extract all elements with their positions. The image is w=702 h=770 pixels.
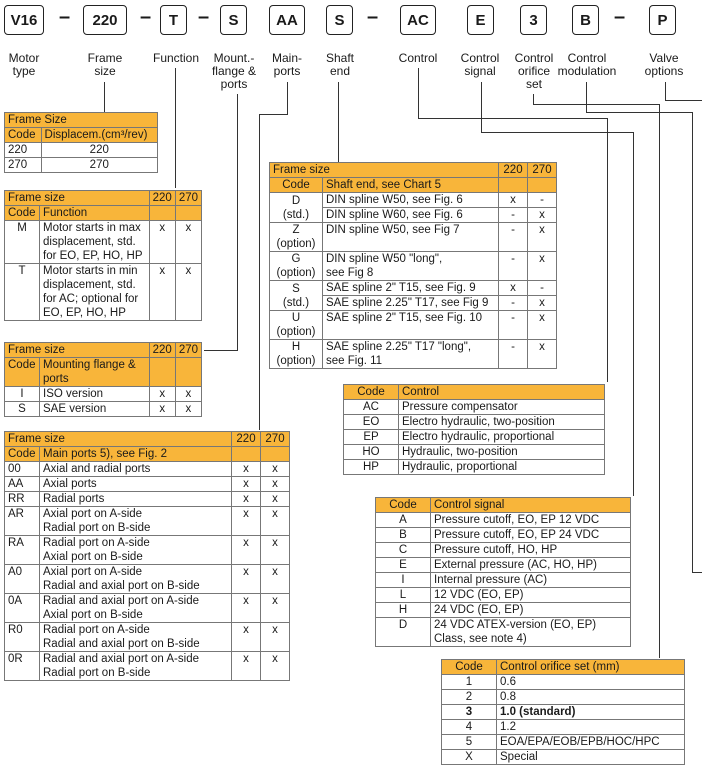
- table-row: [376, 588, 631, 603]
- cell-270: x: [261, 652, 290, 681]
- cell-220: x: [499, 193, 528, 208]
- connector-line: [533, 94, 534, 104]
- table-row: [5, 507, 290, 536]
- table-title: Frame size: [5, 191, 150, 206]
- connector-line: [692, 572, 702, 573]
- column-header-code: Code: [376, 498, 431, 513]
- table-row: [442, 675, 685, 690]
- table-row: [270, 193, 557, 208]
- column-header-220: 220: [499, 163, 528, 178]
- cell-code: RR: [5, 492, 40, 507]
- label-shaft-end: Shaft end: [325, 51, 355, 78]
- column-header-code: Code: [270, 178, 323, 193]
- cell-270: x: [261, 623, 290, 652]
- cell-code: E: [376, 558, 431, 573]
- table-row: [376, 573, 631, 588]
- cell-code: H: [376, 603, 431, 618]
- table-row: [5, 594, 290, 623]
- cell-code: AC: [344, 400, 399, 415]
- cell-code: T: [5, 264, 40, 321]
- table-row: [270, 281, 557, 296]
- cell-220: -: [499, 252, 528, 281]
- table-row: [270, 340, 557, 369]
- column-header-control-signal: Control signal: [431, 498, 631, 513]
- column-header-code: Code: [5, 447, 40, 462]
- connector-line: [665, 82, 666, 100]
- cell-text: SAE spline 2" T15, see Fig. 10: [323, 311, 499, 340]
- cell-text: Electro hydraulic, two-position: [399, 415, 605, 430]
- cell-text: Motor starts in max displacement, std. for EO, EP, HO, HP: [40, 221, 150, 264]
- connector-line: [586, 82, 587, 112]
- separator-dash: –: [614, 6, 626, 28]
- column-header-270: 270: [175, 343, 201, 358]
- cell-text: Radial and axial port on A-side Radial port on B-side: [40, 652, 232, 681]
- table-row: [270, 311, 557, 340]
- cell-text: 24 VDC (EO, EP): [431, 603, 631, 618]
- cell-text: Electro hydraulic, proportional: [399, 430, 605, 445]
- cell-code: C: [376, 543, 431, 558]
- cell-text: SAE spline 2" T15, see Fig. 9: [323, 281, 499, 296]
- cell-code: M: [5, 221, 40, 264]
- cell-270: x: [261, 594, 290, 623]
- separator-dash: –: [198, 6, 210, 28]
- cell-text: 1.2: [497, 720, 685, 735]
- mount-table: [4, 342, 202, 417]
- separator-dash: –: [59, 6, 71, 28]
- table-title: Frame size: [5, 432, 232, 447]
- table-row: [442, 720, 685, 735]
- table-row: [5, 158, 158, 173]
- cell-text: SAE spline 2.25" T17, see Fig 9: [323, 296, 499, 311]
- cell-text: 0.6: [497, 675, 685, 690]
- cell-270: x: [261, 507, 290, 536]
- cell-code: D (std.): [270, 193, 323, 223]
- connector-line: [104, 82, 105, 112]
- table-row: [270, 223, 557, 252]
- cell-text: Radial and axial port on A-side Axial port on B-side: [40, 594, 232, 623]
- cell-text: ISO version: [40, 387, 150, 402]
- cell-270: x: [528, 252, 557, 281]
- table-row: [376, 603, 631, 618]
- label-function: Function: [152, 51, 200, 65]
- cell-270: -: [528, 193, 557, 208]
- connector-line: [418, 68, 419, 118]
- shaft-end-table: [269, 162, 557, 369]
- cell-text: Internal pressure (AC): [431, 573, 631, 588]
- control-orifice-table: [441, 659, 685, 765]
- cell-text: Radial port on A-side Radial and axial port on B-side: [40, 623, 232, 652]
- cell-text: Axial ports: [40, 477, 232, 492]
- cell-code: S: [5, 402, 40, 417]
- cell-text: Pressure cutoff, EO, EP 24 VDC: [431, 528, 631, 543]
- frame-size-table: [4, 112, 158, 173]
- table-row: [344, 430, 605, 445]
- label-control: Control: [398, 51, 438, 65]
- cell-text: Hydraulic, two-position: [399, 445, 605, 460]
- cell-code: X: [442, 750, 497, 765]
- code-box-valve-options: P: [649, 5, 676, 35]
- cell-text: Special: [497, 750, 685, 765]
- cell-220: x: [232, 536, 261, 565]
- cell-code: G (option): [270, 252, 323, 281]
- table-row: [344, 445, 605, 460]
- table-title: Frame Size: [5, 113, 158, 128]
- connector-line: [237, 94, 238, 350]
- separator-dash: –: [367, 6, 379, 28]
- cell-220: x: [149, 264, 175, 321]
- cell-code: RA: [5, 536, 40, 565]
- cell-text: DIN spline W50 "long", see Fig 8: [323, 252, 499, 281]
- connector-line: [692, 112, 693, 572]
- function-table: [4, 190, 202, 321]
- table-row: [5, 623, 290, 652]
- cell-270: x: [175, 264, 201, 321]
- cell-270: x: [528, 296, 557, 311]
- cell-text: Radial port on A-side Axial port on B-side: [40, 536, 232, 565]
- column-header-270: 270: [261, 432, 290, 447]
- connector-line: [259, 114, 260, 430]
- column-header-220: 220: [149, 343, 175, 358]
- column-header-220: 220: [149, 191, 175, 206]
- cell-270: x: [261, 536, 290, 565]
- label-valve-options: Valve options: [644, 51, 684, 78]
- column-header-code: Code: [344, 385, 399, 400]
- label-control-signal: Control signal: [460, 51, 500, 78]
- cell-value: 220: [41, 143, 157, 158]
- control-table: [343, 384, 605, 475]
- table-row: [376, 618, 631, 647]
- cell-code: H (option): [270, 340, 323, 369]
- column-header-code: Code: [5, 206, 40, 221]
- label-control-modulation: Control modulation: [557, 51, 617, 78]
- code-box-motor-type: V16: [4, 5, 44, 35]
- table-row: [5, 387, 202, 402]
- cell-220: x: [232, 623, 261, 652]
- cell-270: x: [528, 311, 557, 340]
- table-row: [344, 460, 605, 475]
- cell-220: x: [232, 565, 261, 594]
- cell-text: Axial and radial ports: [40, 462, 232, 477]
- table-row: [442, 705, 685, 720]
- cell-270: x: [175, 387, 201, 402]
- connector-line: [418, 118, 607, 119]
- table-row: [270, 252, 557, 281]
- cell-270: x: [261, 565, 290, 594]
- label-mount: Mount.- flange & ports: [211, 51, 257, 91]
- cell-220: x: [232, 492, 261, 507]
- connector-line: [533, 104, 659, 105]
- cell-code: HO: [344, 445, 399, 460]
- cell-code: AR: [5, 507, 40, 536]
- table-row: [5, 492, 290, 507]
- column-header-code: Code: [442, 660, 497, 675]
- table-row: [5, 462, 290, 477]
- cell-code: Z (option): [270, 223, 323, 252]
- cell-code: I: [376, 573, 431, 588]
- code-box-function: T: [160, 5, 187, 35]
- column-header-function: Function: [40, 206, 150, 221]
- code-box-main-ports: AA: [269, 5, 305, 35]
- control-signal-table: [375, 497, 631, 647]
- cell-270: x: [528, 223, 557, 252]
- column-header-displacement: Displacem.(cm³/rev): [41, 128, 157, 143]
- column-header-shaft-end: Shaft end, see Chart 5: [323, 178, 499, 193]
- connector-line: [586, 112, 692, 113]
- cell-code: R0: [5, 623, 40, 652]
- cell-code: 0R: [5, 652, 40, 681]
- cell-270: x: [528, 340, 557, 369]
- column-header-270: 270: [175, 191, 201, 206]
- connector-line: [481, 132, 633, 133]
- main-ports-table: [4, 431, 290, 681]
- cell-270: -: [528, 281, 557, 296]
- cell-270: x: [261, 462, 290, 477]
- cell-text: Motor starts in min displacement, std. for AC; optional for EO, EP, HO, HP: [40, 264, 150, 321]
- cell-text: EOA/EPA/EOB/EPB/HOC/HPC: [497, 735, 685, 750]
- table-row: [5, 565, 290, 594]
- table-title: Frame size: [5, 343, 150, 358]
- code-box-control: AC: [400, 5, 436, 35]
- connector-line: [665, 100, 702, 101]
- cell-270: x: [528, 208, 557, 223]
- cell-220: -: [499, 340, 528, 369]
- table-row: [376, 558, 631, 573]
- table-row: [5, 477, 290, 492]
- label-control-orifice: Control orifice set: [514, 51, 554, 91]
- cell-code: 2: [442, 690, 497, 705]
- cell-code: 3: [442, 705, 497, 720]
- cell-text: External pressure (AC, HO, HP): [431, 558, 631, 573]
- cell-code: A0: [5, 565, 40, 594]
- table-row: [5, 402, 202, 417]
- code-box-frame-size: 220: [83, 5, 127, 35]
- cell-220: x: [149, 221, 175, 264]
- cell-code: 0A: [5, 594, 40, 623]
- table-row: [442, 690, 685, 705]
- table-row: [5, 143, 158, 158]
- cell-text: Hydraulic, proportional: [399, 460, 605, 475]
- connector-line: [175, 68, 176, 188]
- table-row: [442, 735, 685, 750]
- cell-220: x: [232, 594, 261, 623]
- table-row: [5, 536, 290, 565]
- column-header-code: Code: [5, 128, 42, 143]
- cell-220: -: [499, 311, 528, 340]
- cell-220: x: [149, 387, 175, 402]
- cell-code: 270: [5, 158, 42, 173]
- column-header-270: 270: [528, 163, 557, 178]
- cell-270: x: [261, 492, 290, 507]
- column-header-control-orifice: Control orifice set (mm): [497, 660, 685, 675]
- table-row: [5, 652, 290, 681]
- table-row: [376, 513, 631, 528]
- cell-code: U (option): [270, 311, 323, 340]
- cell-text: DIN spline W50, see Fig 7: [323, 223, 499, 252]
- connector-line: [481, 82, 482, 132]
- connector-line: [338, 82, 339, 162]
- code-box-control-orifice: 3: [520, 5, 547, 35]
- cell-code: HP: [344, 460, 399, 475]
- connector-line: [659, 104, 660, 658]
- cell-code: AA: [5, 477, 40, 492]
- code-box-control-modulation: B: [572, 5, 599, 35]
- cell-text: DIN spline W50, see Fig. 6: [323, 193, 499, 208]
- connector-line: [287, 82, 288, 114]
- cell-220: -: [499, 208, 528, 223]
- cell-220: x: [149, 402, 175, 417]
- cell-270: x: [175, 402, 201, 417]
- cell-code: D: [376, 618, 431, 647]
- cell-text: DIN spline W60, see Fig. 6: [323, 208, 499, 223]
- cell-code: A: [376, 513, 431, 528]
- code-box-control-signal: E: [467, 5, 494, 35]
- column-header-control: Control: [399, 385, 605, 400]
- cell-code: B: [376, 528, 431, 543]
- table-row: [442, 750, 685, 765]
- cell-code: 5: [442, 735, 497, 750]
- cell-220: x: [232, 507, 261, 536]
- cell-code: 4: [442, 720, 497, 735]
- column-header-mounting: Mounting flange & ports: [40, 358, 150, 387]
- cell-code: L: [376, 588, 431, 603]
- cell-220: x: [232, 652, 261, 681]
- table-row: [376, 528, 631, 543]
- cell-text: 12 VDC (EO, EP): [431, 588, 631, 603]
- column-header-main-ports: Main ports 5), see Fig. 2: [40, 447, 232, 462]
- cell-code: S (std.): [270, 281, 323, 311]
- connector-line: [204, 350, 238, 351]
- cell-code: I: [5, 387, 40, 402]
- cell-text: 0.8: [497, 690, 685, 705]
- cell-220: x: [499, 281, 528, 296]
- label-motor-type: Motor type: [8, 51, 40, 78]
- code-box-shaft-end: S: [326, 5, 353, 35]
- cell-code: 1: [442, 675, 497, 690]
- label-main-ports: Main- ports: [271, 51, 302, 78]
- cell-code: EP: [344, 430, 399, 445]
- cell-text: 24 VDC ATEX-version (EO, EP) Class, see note 4): [431, 618, 631, 647]
- cell-220: x: [232, 477, 261, 492]
- table-row: [5, 264, 202, 321]
- connector-line: [633, 132, 634, 496]
- cell-text: Axial port on A-side Radial port on B-side: [40, 507, 232, 536]
- cell-code: 220: [5, 143, 42, 158]
- table-row: [344, 415, 605, 430]
- column-header-code: Code: [5, 358, 40, 387]
- cell-text: 1.0 (standard): [497, 705, 685, 720]
- code-box-mount: S: [220, 5, 247, 35]
- cell-220: x: [232, 462, 261, 477]
- cell-220: -: [499, 223, 528, 252]
- cell-code: 00: [5, 462, 40, 477]
- table-row: [376, 543, 631, 558]
- cell-code: EO: [344, 415, 399, 430]
- cell-text: Radial ports: [40, 492, 232, 507]
- cell-text: SAE version: [40, 402, 150, 417]
- connector-line: [259, 114, 288, 115]
- cell-270: x: [175, 221, 201, 264]
- cell-value: 270: [41, 158, 157, 173]
- table-row: [5, 221, 202, 264]
- label-frame-size: Frame size: [87, 51, 123, 78]
- table-title: Frame size: [270, 163, 499, 178]
- table-row: [344, 400, 605, 415]
- cell-text: Pressure cutoff, HO, HP: [431, 543, 631, 558]
- cell-text: Pressure compensator: [399, 400, 605, 415]
- connector-line: [607, 118, 608, 382]
- cell-text: Axial port on A-side Radial and axial port on B-side: [40, 565, 232, 594]
- cell-text: Pressure cutoff, EO, EP 12 VDC: [431, 513, 631, 528]
- separator-dash: –: [140, 6, 152, 28]
- cell-220: -: [499, 296, 528, 311]
- cell-text: SAE spline 2.25" T17 "long", see Fig. 11: [323, 340, 499, 369]
- cell-270: x: [261, 477, 290, 492]
- column-header-220: 220: [232, 432, 261, 447]
